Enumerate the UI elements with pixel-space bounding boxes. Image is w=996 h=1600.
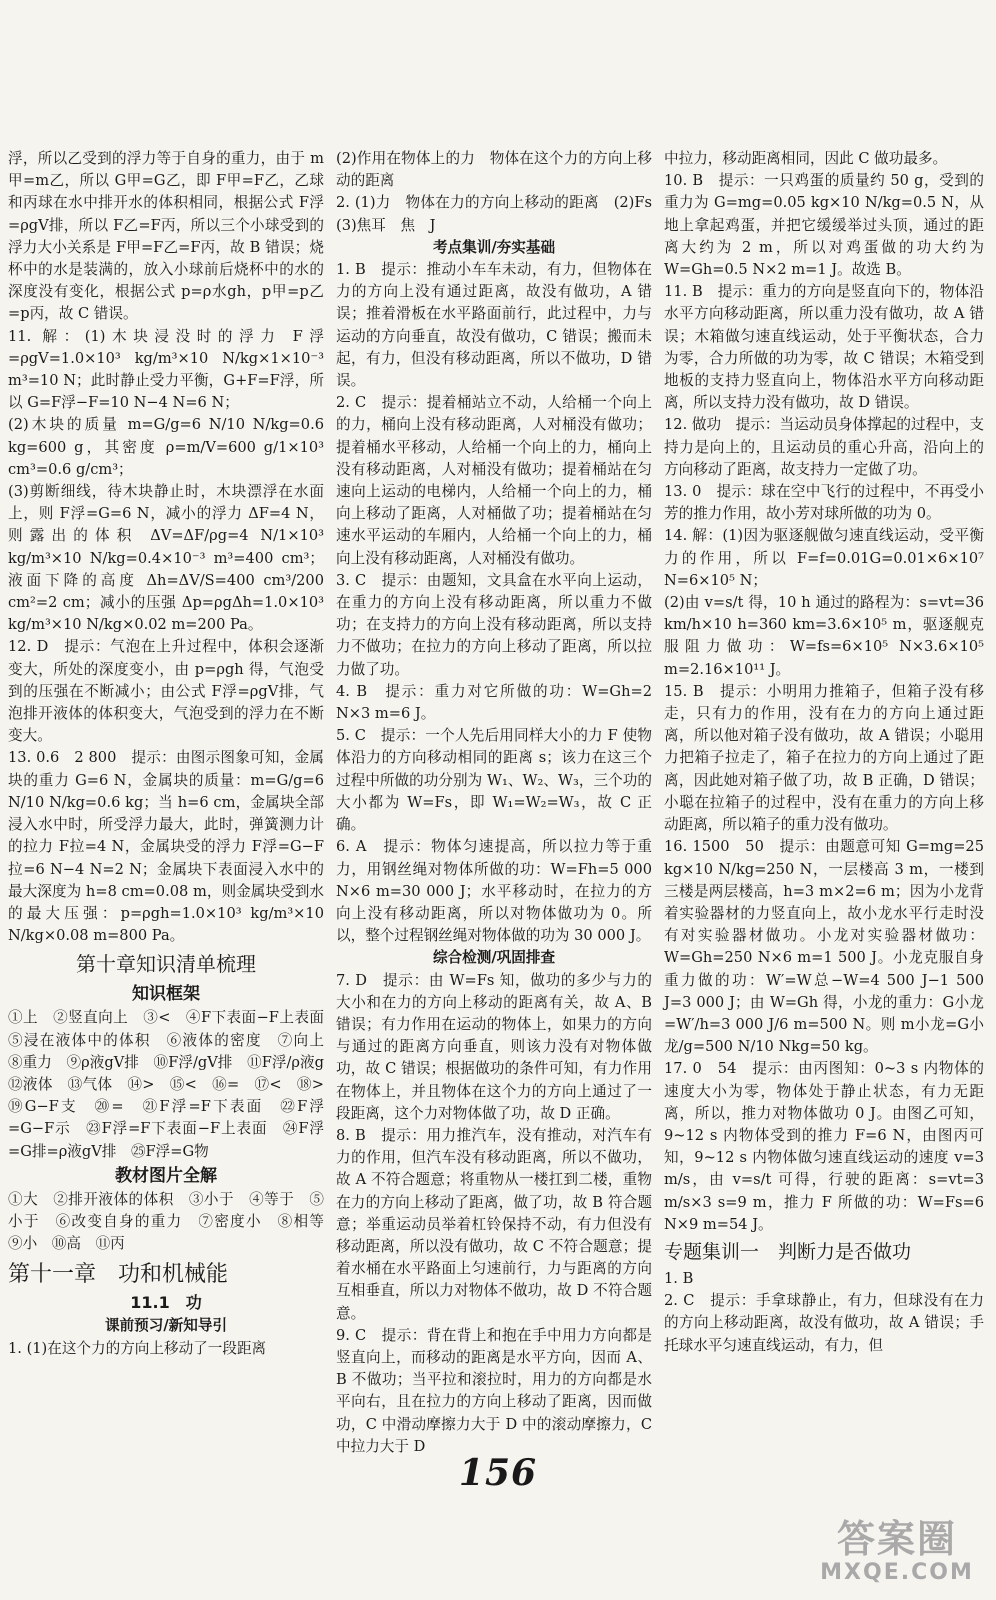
answer-paragraph: (2)木块的质量 m=G/g=6 N/10 N/kg=0.6 kg=600 g，其密度 ρ=m/V=600 g/1×10³ cm³=0.6 g/cm³； xyxy=(8,416,324,478)
answer-paragraph: 中拉力，移动距离相同，因此 C 做功最多。 xyxy=(664,150,948,167)
answer-paragraph: 2. C 提示：手拿球静止，有力，但球没有在力的方向上移动距离，故没有做功，故 A 错误；手托球水平匀速直线运动，有力，但 xyxy=(664,1292,984,1354)
subsection-heading: 课前预习/新知导引 xyxy=(104,1317,228,1335)
answer-paragraph: 浮，所以乙受到的浮力等于自身的重力，由于 m甲=m乙，所以 G甲=G乙，即 F甲=F乙，乙球和丙球在水中排开水的体积相同，根据公式 F浮=ρgV排，所以 F乙=F丙，所以三个小球受到的浮力大小关系是 F甲=F乙=F丙，故 B 错误；烧杯中的水是装满的，放入小球前后烧杯中的水的深度没有变化，根据公式 p=ρ水gh，p甲=p乙=p丙，故 C 错误。 xyxy=(8,150,324,323)
page-number: 156 xyxy=(458,1452,538,1494)
watermark-logo xyxy=(812,1518,982,1592)
answer-paragraph: 12. D 提示：气泡在上升过程中，体积会逐渐变大，所处的深度变小，由 p=ρgh 得，气泡受到的压强在不断减小；由公式 F浮=ρgV排，气泡排开液体的体积变大，气泡受到的浮力在不断变大。 xyxy=(8,638,324,745)
answer-paragraph: (2)作用在物体上的力 物体在这个力的方向上移动的距离 xyxy=(336,150,652,190)
answer-paragraph: 14. 解：(1)因为驱逐舰做匀速直线运动，受平衡力的作用，所以 F=f=0.01G=0.01×6×10⁷ N=6×10⁵ N； xyxy=(664,527,984,589)
answer-paragraph: 13. 0.6 2 800 提示：由图示图象可知，金属块的重力 G=6 N，金属块的质量：m=G/g=6 N/10 N/kg=0.6 kg；当 h=6 cm，金属块全部浸入水中时，所受浮力最大，此时，弹簧测力计的拉力 F拉=4 N，金属块受的浮力 F浮=G−F拉=6 N−4 N=2 N；金属块下表面浸入水中的最大深度为 h=8 cm=0.08 m，则金属块受到水的最大压强：p=ρgh=1.0×10³ kg/m³×10 N/kg×0.08 m=800 Pa。 xyxy=(8,749,324,945)
subsection-heading: 综合检测/巩固排查 xyxy=(432,949,556,967)
answer-paragraph: 1. B xyxy=(664,1269,694,1287)
answer-paragraph: 11. 解：(1)木块浸没时的浮力 F浮=ρgV=1.0×10³ kg/m³×10 N/kg×1×10⁻³ m³=10 N；此时静止受力平衡，G+F=F浮，所以 G=F浮−F=10 N−4 N=6 N； xyxy=(8,327,324,412)
answer-paragraph: 9. C 提示：背在背上和抱在手中用力方向都是竖直向上，而移动的距离是水平方向，因而 A、B 不做功；当平拉和滚拉时，用力的方向都是水平向右，且在拉力的方向上移动了距离，因而做功，C 中滑动摩擦力大于 D 中的滚动摩擦力，C 中拉力大于 D xyxy=(336,1326,652,1455)
chapter-heading: 第十一章 功和机械能 xyxy=(8,1262,229,1288)
answer-paragraph: 10. B 提示：一只鸡蛋的质量约 50 g，受到的重力为 G=mg=0.05 kg×10 N/kg=0.5 N，从地上拿起鸡蛋，并把它缓缓举过头顶，通过的距离大约为 2 m，所以对鸡蛋做的功大约为 W=Gh=0.5 N×2 m=1 J。故选 B。 xyxy=(664,172,984,279)
watermark-text-big: 答案圈 xyxy=(836,1517,957,1561)
section-heading: 教材图片全解 xyxy=(115,1165,217,1186)
subsection-heading: 考点集训/夯实基础 xyxy=(432,238,556,256)
answer-paragraph: (3)剪断细线，待木块静止时，木块漂浮在水面上，则 F浮=G=6 N，减小的浮力 ΔF=4 N，则露出的体积 ΔV=ΔF/ρg=4 N/1×10³ kg/m³×10 N/kg=0.4×10⁻³ m³=400 cm³；液面下降的高度 Δh=ΔV/S=400 cm³/200 cm²=2 cm；减小的压强 Δp=ρgΔh=1.0×10³ kg/m³×10 N/kg×0.02 m=200 Pa。 xyxy=(8,483,324,634)
lesson-heading: 11.1 功 xyxy=(130,1293,202,1313)
answer-paragraph: ①大 ②排开液体的体积 ③小于 ④等于 ⑤小于 ⑥改变自身的重力 ⑦密度小 ⑧相等 ⑨小 ⑩高 ⑪丙 xyxy=(8,1190,339,1253)
answer-paragraph: 7. D 提示：由 W=Fs 知，做功的多少与力的大小和在力的方向上移动的距离有关，故 A、B 错误；有力作用在运动的物体上，如果力的方向与通过的距离方向垂直，则该力没有对物体做功，故 C 错误；根据做功的条件可知，有力作用在物体上，并且物体在这个力的方向上通过了一段距离，这个力对物体做了功，故 D 正确。 xyxy=(336,971,652,1122)
answer-paragraph: 16. 1500 50 提示：由题意可知 G=mg=25 kg×10 N/kg=250 N，一层楼高 3 m，一楼到三楼是两层楼高，h=3 m×2=6 m；因为小龙背着实验器材的力竖直向上，故小龙水平行走时没有对实验器材做功。小龙对实验器材做功：W=Gh=250 N×6 m=1 500 J。小龙克服自身重力做的功：W′=W总−W=4 500 J−1 500 J=3 000 J；由 W=Gh 得，小龙的重力：G小龙=W′/h=3 000 J/6 m=500 N。则 m小龙=G小龙/g=500 N/10 Nkg=50 kg。 xyxy=(664,838,984,1056)
answer-paragraph: 15. B 提示：小明用力推箱子，但箱子没有移走，只有力的作用，没有在力的方向上通过距离，所以他对箱子没有做功，故 A 错误；小聪用力把箱子拉走了，箱子在拉力的方向上通过了距离，因此她对箱子做了功，故 B 正确，D 错误；小聪在拉箱子的过程中，没有在重力的方向上移动距离，所以箱子的重力没有做功。 xyxy=(664,682,984,834)
answer-paragraph: 2. (1)力 物体在力的方向上移动的距离 (2)Fs (3)焦耳 焦 J xyxy=(336,194,667,234)
column-right xyxy=(664,148,984,1450)
answer-paragraph: 12. 做功 提示：当运动员身体撑起的过程中，支持力是向上的，且运动员的重心升高，沿向上的方向移动了距离，故支持力一定做了功。 xyxy=(664,416,984,478)
topic-heading: 专题集训一 判断力是否做功 xyxy=(664,1240,912,1263)
answer-paragraph: 2. C 提示：提着桶站立不动，人给桶一个向上的力，桶向上没有移动距离，人对桶没有做功；提着桶水平移动，人给桶一个向上的力，桶向上没有移动距离，人对桶没有做功；提着桶站在匀速向上运动的电梯内，人给桶一个向上的力，桶向上移动了距离，人对桶做了功；提着桶站在匀速水平运动的车厢内，人给桶一个向上的力，桶向上没有移动距离，人对桶没有做功。 xyxy=(336,394,652,567)
answer-paragraph: 3. C 提示：由题知，文具盒在水平向上运动，在重力的方向上没有移动距离，所以重力不做功；在支持力的方向上没有移动距离，所以支持力不做功；在拉力的方向上移动了距离，所以拉力做了功。 xyxy=(336,571,652,678)
answer-paragraph: 5. C 提示：一个人先后用同样大小的力 F 使物体沿力的方向移动相同的距离 s；该力在这三个过程中所做的功分别为 W₁、W₂、W₃，三个功的大小都为 W=Fs，即 W₁=W₂=W₃，故 C 正确。 xyxy=(336,727,652,834)
answer-paragraph: 4. B 提示：重力对它所做的功：W=Gh=2 N×3 m=6 J。 xyxy=(336,682,652,723)
answer-paragraph: 13. 0 提示：球在空中飞行的过程中，不再受小芳的推力作用，故小芳对球所做的功为 0。 xyxy=(664,483,984,523)
chapter-summary-heading: 第十章知识清单梳理 xyxy=(76,952,256,977)
column-left xyxy=(8,148,339,1450)
column-middle xyxy=(336,148,667,1455)
answer-paragraph: 6. A 提示：物体匀速提高，所以拉力等于重力，用钢丝绳对物体所做的功：W=Fh=5 000 N×6 m=30 000 J；水平移动时，在拉力的方向上没有移动距离，所以对物体做功为 0。所以，整个过程钢丝绳对物体做的功为 30 000 J。 xyxy=(336,838,652,945)
answer-paragraph: 1. B 提示：推动小车车未动，有力，但物体在力的方向上没有通过距离，故没有做功，A 错误；推着滑板在水平路面前行，此过程中，力与运动的方向垂直，故没有做功，C 错误；搬而未起，有力，但没有移动距离，所以不做功，D 错误。 xyxy=(336,261,652,390)
answer-paragraph: 11. B 提示：重力的方向是竖直向下的，物体沿水平方向移动距离，所以重力没有做功，故 A 错误；木箱做匀速直线运动，处于平衡状态，合力为零，合力所做的功为零，故 C 错误；木箱受到地板的支持力竖直向上，物体沿水平方向移动距离，所以支持力没有做功，故 D 错误。 xyxy=(664,283,984,412)
section-heading: 知识框架 xyxy=(132,984,200,1005)
answer-paragraph: (2)由 v=s/t 得，10 h 通过的路程为：s=vt=36 km/h×10 h=360 km=3.6×10⁵ m，驱逐舰克服阻力做功：W=fs=6×10⁵ N×3.6×10⁵ m=2.16×10¹¹ J。 xyxy=(664,594,984,678)
watermark-text-small: MXQE.COM xyxy=(820,1560,974,1585)
answer-paragraph: 17. 0 54 提示：由丙图知：0~3 s 内物体的速度大小为零，物体处于静止状态，有力无距离，所以，推力对物体做功 0 J。由图乙可知，9~12 s 内物体受到的推力 F=6 N，由图丙可知，9~12 s 内物体做匀速直线运动的速度 v=3 m/s，由 v=s/t 可得，行驶的距离：s=vt=3 m/s×3 s=9 m，推力 F 所做的功：W=Fs=6 N×9 m=54 J。 xyxy=(664,1060,984,1233)
answer-paragraph: 1. (1)在这个力的方向上移动了一段距离 xyxy=(8,1339,267,1357)
answer-paragraph: ①上 ②竖直向上 ③< ④F下表面−F上表面 ⑤浸在液体中的体积 ⑥液体的密度 ⑦向上 ⑧重力 ⑨ρ液gV排 ⑩F浮/gV排 ⑪F浮/ρ液g ⑫液体 ⑬气体 ⑭> ⑮< ⑯= ⑰< ⑱> ⑲G−F支 ⑳= ㉑F浮=F下表面 ㉒F浮=G−F示 ㉓F浮=F下表面−F上表面 ㉔F浮=G排=ρ液gV排 ㉕F浮=G物 xyxy=(8,1009,339,1160)
answer-paragraph: 8. B 提示：用力推汽车，没有推动，对汽车有力的作用，但汽车没有移动距离，所以不做功，故 A 不符合题意；将重物从一楼扛到二楼，重物在力的方向上移动了距离，做了功，故 B 符合题意；举重运动员举着杠铃保持不动，有力但没有移动距离，所以没有做功，故 C 不符合题意；提着水桶在水平路面上匀速前行，力与距离的方向互相垂直，所以力对物体不做功，故 D 不符合题意。 xyxy=(336,1126,652,1322)
